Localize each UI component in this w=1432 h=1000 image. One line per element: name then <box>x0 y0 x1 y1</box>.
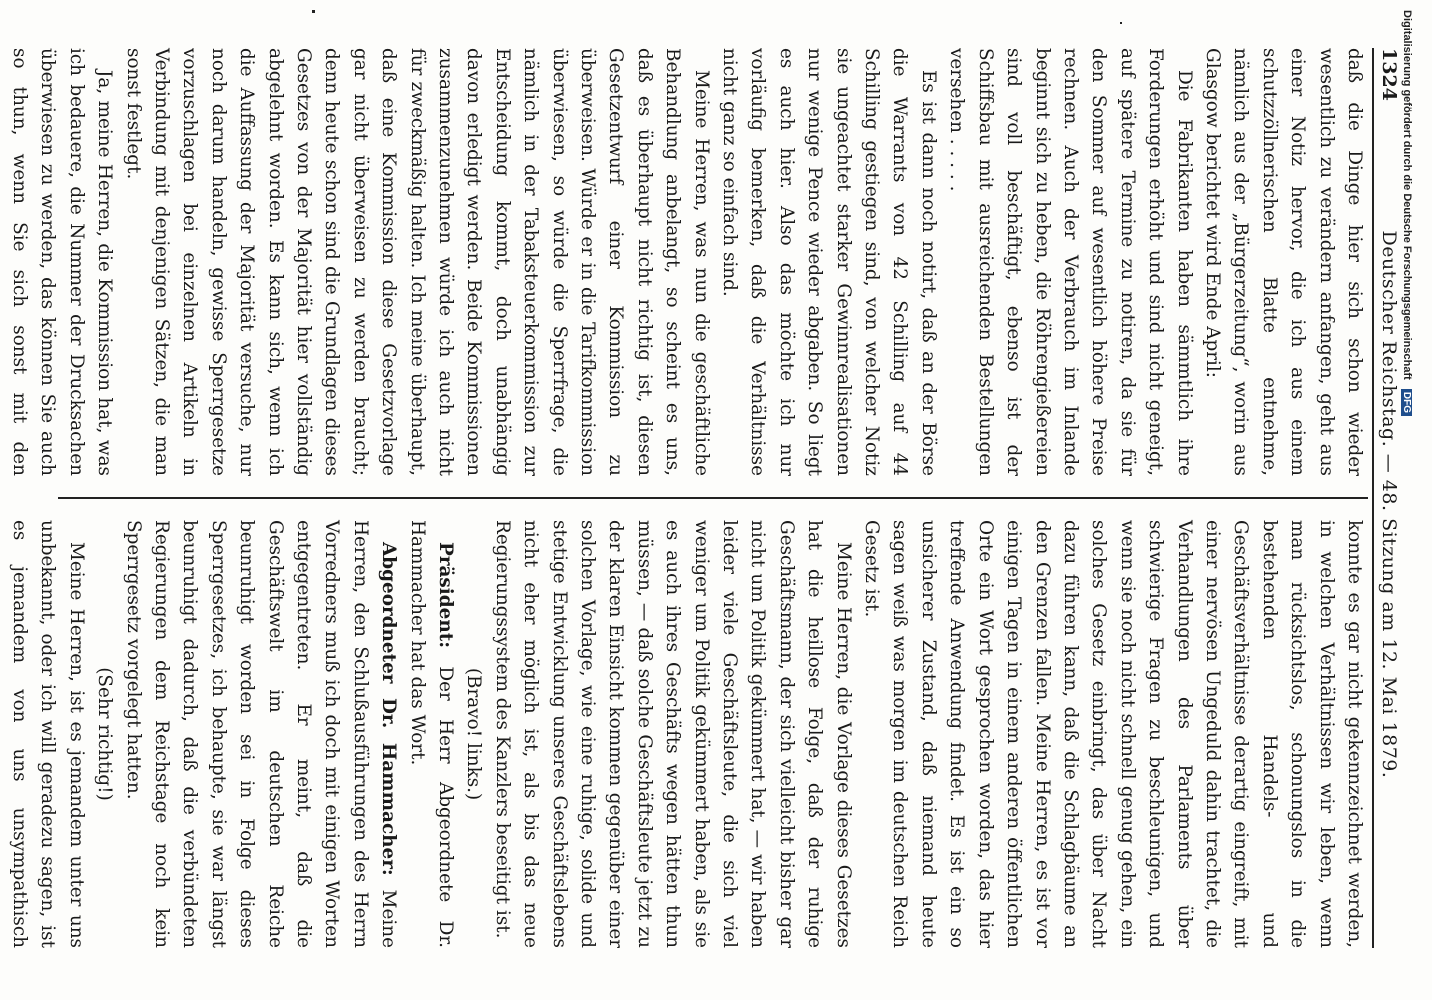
scan-speck <box>312 10 315 13</box>
speech-text: Meine Herren, den Schlußausführungen des Herrn Vorredners muß ich doch mit einigen Worten entgegentreten. Er meint, daß die Geschäftswelt im deutschen Reiche beunruhigt worden sei in Folge dieses Sperrgesetzes, ich behaupte, sie war längst beunruhigt dadurch, daß die verbündeten Regierungen dem Reichstage noch kein Sperrgesetz vorgelegt hatten. <box>122 520 400 948</box>
page-number: 1324 <box>1378 48 1400 101</box>
running-head: Deutscher Reichstag. — 48. Sitzung am 12. Mai 1879. <box>1378 230 1400 779</box>
paragraph: Die Fabrikanten haben sämmtlich ihre Forderungen erhöht und sind nicht geneigt, auf spätere Termine zu notiren, da sie für den Sommer auf wesentlich höhere Preise rechnen. Auch der Verbrauch im Inlande beginnt sich zu heben, die Röhrengießereien sind voll beschäftigt, ebenso ist der Schiffsbau mit ausreichenden Bestellungen versehen . . . . . <box>946 48 1195 476</box>
paragraph: konnte es gar nicht gekennzeichnet werden, in welchen Verhältnissen wir leben, wenn man rücksichtslos, schonungslos in die bestehenden Handels- und Geschäftsverhältnisse derartig eingreift, mit einer nervösen Ungeduld dahin trachtet, die Verhandlungen des Parlaments über schwierige Fragen zu beschleunigen, und wenn sie noch nicht schnell genug gehen, ein solches Gesetz einbringt, das über Nacht dazu führen kann, daß die Schlagbäume an den Grenzen fallen. Meine Herren, es ist vor einigen Tagen in einem anderen öffentlichen Orte ein Wort gesprochen worden, das hier treffende Anwendung findet. Es ist ein so unsicherer Zustand, daß niemand heute sagen weiß was morgen im deutschen Reich Gesetz ist. <box>861 520 1365 948</box>
right-column <box>8 520 1368 948</box>
left-column <box>8 48 1368 476</box>
paragraph: daß die Dinge hier sich schon wieder wesentlich zu verändern anfangen, geht aus einer Notiz hervor, die ich aus einem schutzzöllnerischen Blatte entnehme, nämlich aus der „Bürgerzeitung“, worin aus Glasgow berichtet wird Ende April: <box>1201 48 1365 476</box>
paragraph: Meine Herren, was nun die geschäftliche Behandlung anbelangt, so scheint es uns, daß es überhaupt nicht richtig ist, diesen Gesetzentwurf einer Kommission zu überweisen. Würde er in die Tarifkommission überwiesen, so würde die Sperrfrage, die nämlich in der Tabaksteuerkommission zur Entscheidung kommt, doch unabhängig davon erledigt werden. Beide Kommissionen zusammenzunehmen würde ich auch nicht für zweckmäßig halten. Ich meine überhaupt, daß eine Kommission diese Gesetzvorlage gar nicht überweisen zu werden braucht; denn heute schon sind die Grundlagen dieses Gesetzes von der Majorität hier vollständig abgelehnt worden. Es kann sich, wenn ich die Auffassung der Majorität versuche, nur noch darum handeln, gewisse Sperrgesetze vorzuschlagen bei einzelnen Artikeln in Verbindung mit denjenigen Sätzen, die man sonst festlegt. <box>122 48 712 476</box>
digitization-note: Digitalisierung gefördert durch die Deutsche Forschungsgemeinschaft <box>1401 10 1413 380</box>
paragraph: (Sehr richtig!) <box>94 667 116 801</box>
dfg-logo: DFG <box>1401 389 1412 416</box>
digitization-credit <box>1393 10 1413 990</box>
paragraph: Ja, meine Herren, die Kommission hat, was ich bedauere, die Nummer der Drucksachen überwiesen zu werden, das können Sie auch so thun, wenn Sie sich sonst mit den <box>8 48 116 476</box>
paragraph <box>118 520 402 948</box>
speaker-label: Präsident: <box>435 542 456 648</box>
speech-text: Der Herr Abgeordnete Dr. Hammacher hat das Wort. <box>406 520 456 948</box>
paragraph: Meine Herren, ist es jemandem unter uns unbekannt, oder ich will geradezu sagen, ist es jemandem von uns unsympathisch <box>8 520 87 948</box>
header-rule <box>1372 48 1374 948</box>
scan-speck <box>1120 22 1122 24</box>
column-divider <box>58 497 1368 499</box>
paragraph: Meine Herren, die Vorlage dieses Gesetzes hat die heillose Folge, daß der ruhige Geschäftsmann, der sich vielleicht bisher gar nicht um Politik gekümmert hat, — wir haben leider viele Geschäftsleute, die sich viel weniger um Politik gekümmert haben, als sie es auch ihres Geschäfts wegen hätten thun müssen, — daß solche Geschäftsleute jetzt zu der klaren Einsicht kommen gegenüber einer solchen Vorlage, wie eine ruhige, solide und stetige Entwicklung unseres Geschäftslebens nicht eher möglich ist, als bis das neue Regierungssystem des Kanzlers beseitigt ist. <box>491 520 854 948</box>
page-area <box>8 38 1420 958</box>
digitization-credit-text <box>1393 10 1413 990</box>
rotated-page-content <box>8 38 1420 958</box>
paragraph: (Bravo! links.) <box>463 667 485 801</box>
paragraph: Es ist dann noch notirt, daß an der Börse die Warrants von 42 Schilling auf 44 Schilling gestiegen sind, von welcher Notiz sie ungeachtet starker Gewinnrealisationen nur wenige Pence wieder abgaben. So liegt es auch hier. Also das möchte ich nur vorläufig bemerken, daß die Verhältnisse nicht ganz so einfach sind. <box>719 48 939 476</box>
speaker-label: Abgeordneter Dr. Hammacher: <box>378 542 400 876</box>
paragraph <box>402 520 459 948</box>
